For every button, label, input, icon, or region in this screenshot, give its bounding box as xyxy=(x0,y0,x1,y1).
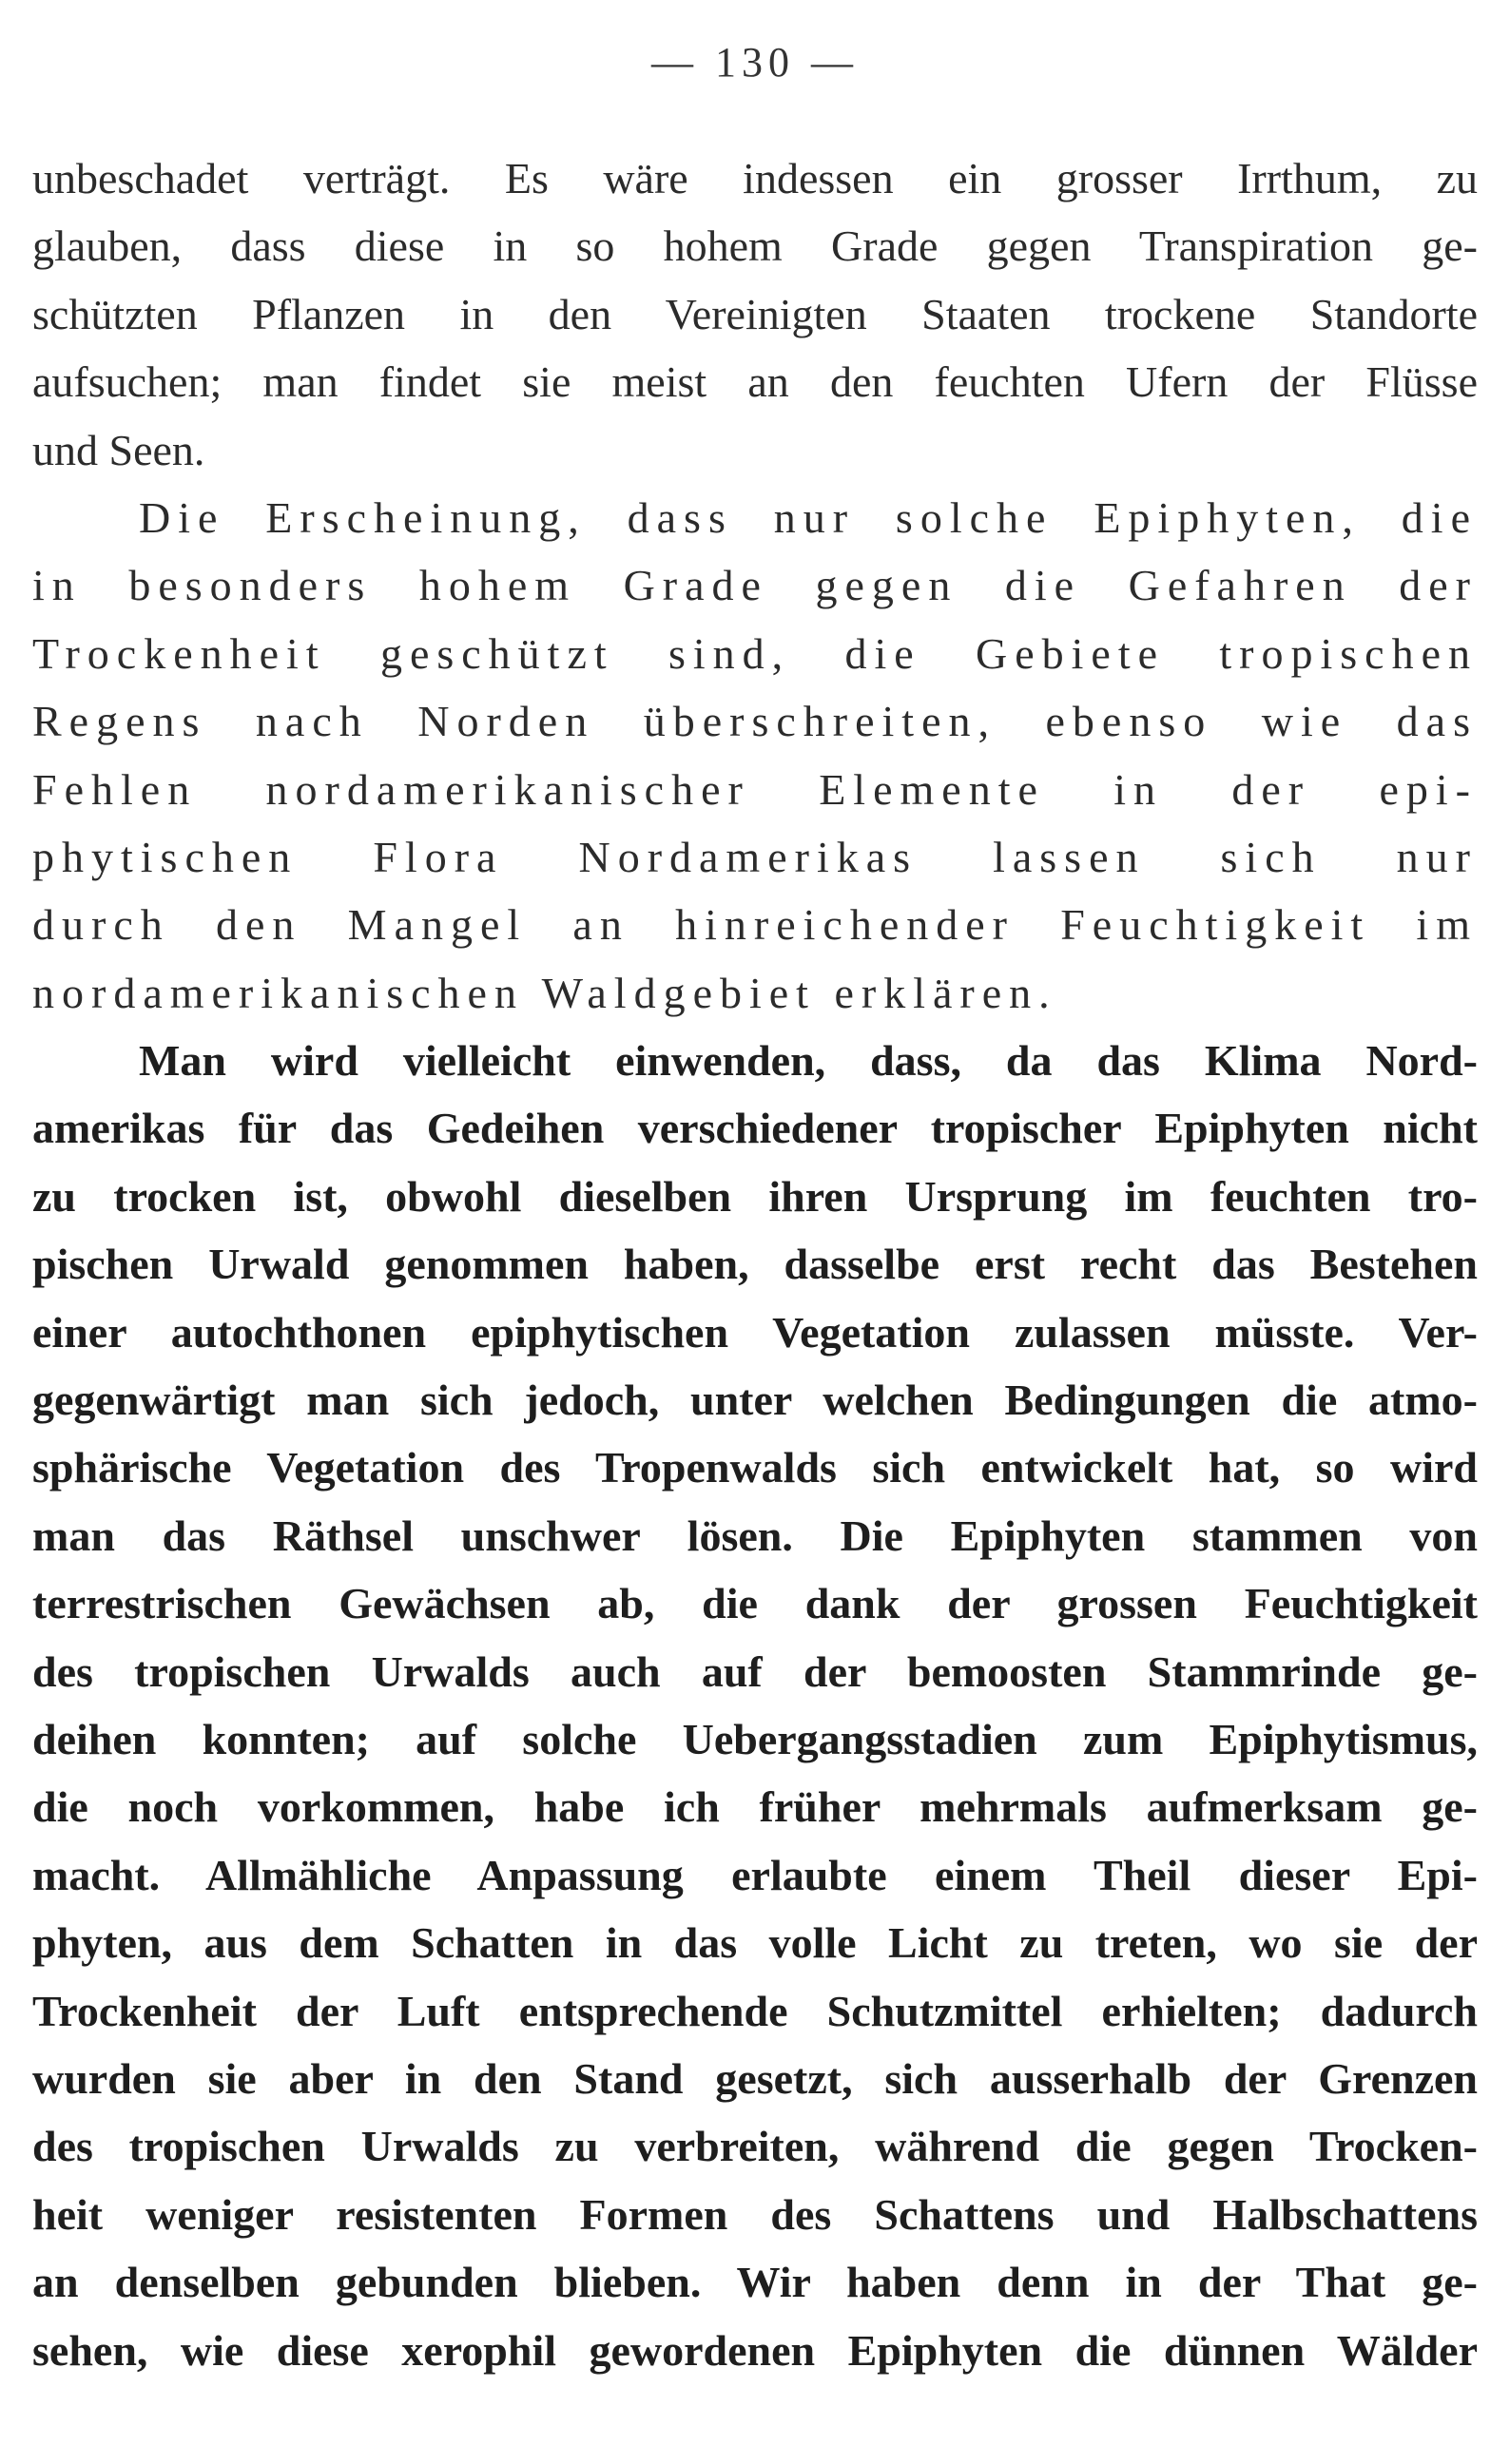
text-line: an denselben gebunden blieben. Wir haben denn in der That ge- xyxy=(32,2258,1478,2307)
paragraph-3 xyxy=(32,1027,1478,2384)
text-line: gegenwärtigt man sich jedoch, unter welchen Bedingungen die atmo- xyxy=(32,1376,1478,1425)
page-body xyxy=(32,144,1478,2384)
text-line: Trockenheit geschützt sind, die Gebiete tropischen xyxy=(32,628,1478,678)
text-line: schützten Pflanzen in den Vereinigten Staaten trockene Standorte xyxy=(32,289,1478,338)
text-line: aufsuchen; man findet sie meist an den feuchten Ufern der Flüsse xyxy=(32,357,1478,407)
text-line: zu trocken ist, obwohl dieselben ihren Ursprung im feuchten tro- xyxy=(32,1171,1478,1221)
text-line: einer autochthonen epiphytischen Vegetation zulassen müsste. Ver- xyxy=(32,1307,1478,1357)
text-line: und Seen. xyxy=(32,425,205,474)
text-line: Regens nach Norden überschreiten, ebenso wie das xyxy=(32,697,1478,746)
text-line: macht. Allmähliche Anpassung erlaubte einem Theil dieser Epi- xyxy=(32,1850,1478,1899)
text-line: unbeschadet verträgt. Es wäre indessen ein grosser Irrthum, zu xyxy=(32,154,1478,202)
text-line: Fehlen nordamerikanischer Elemente in der epi- xyxy=(32,764,1478,814)
text-line: heit weniger resistenten Formen des Schattens und Halbschattens xyxy=(32,2189,1478,2239)
text-line: glauben, dass diese in so hohem Grade gegen Transpiration ge- xyxy=(32,221,1478,271)
paragraph-1 xyxy=(32,144,1478,484)
text-line: wurden sie aber in den Stand gesetzt, sich ausserhalb der Grenzen xyxy=(32,2053,1478,2103)
text-line: des tropischen Urwalds auch auf der bemoosten Stammrinde ge- xyxy=(32,1646,1478,1696)
text-line: nordamerikanischen Waldgebiet erklären. xyxy=(32,968,1057,1017)
text-line: amerikas für das Gedeihen verschiedener tropischer Epiphyten nicht xyxy=(32,1104,1478,1153)
text-line: deihen konnten; auf solche Uebergangsstadien zum Epiphytismus, xyxy=(32,1714,1478,1763)
text-line: sphärische Vegetation des Tropenwalds sich entwickelt hat, so wird xyxy=(32,1443,1478,1492)
text-line: phyten, aus dem Schatten in das volle Licht zu treten, wo sie der xyxy=(32,1918,1478,1968)
text-line: terrestrischen Gewächsen ab, die dank der grossen Feuchtigkeit xyxy=(32,1579,1478,1628)
text-line: man das Räthsel unschwer lösen. Die Epiphyten stammen von xyxy=(32,1511,1478,1560)
text-line: pischen Urwald genommen haben, dasselbe erst recht das Bestehen xyxy=(32,1240,1478,1289)
text-line: Die Erscheinung, dass nur solche Epiphyten, die xyxy=(139,492,1478,542)
text-line: Trockenheit der Luft entsprechende Schutzmittel erhielten; dadurch xyxy=(32,1986,1478,2035)
text-line: durch den Mangel an hinreichender Feuchtigkeit im xyxy=(32,900,1478,950)
text-line: in besonders hohem Grade gegen die Gefahren der xyxy=(32,561,1478,610)
text-line: die noch vorkommen, habe ich früher mehrmals aufmerksam ge- xyxy=(32,1782,1478,1832)
paragraph-2-spaced xyxy=(32,484,1478,1027)
text-line: Man wird vielleicht einwenden, dass, da das Klima Nord- xyxy=(139,1036,1478,1086)
page-number: — 130 — xyxy=(651,39,859,86)
text-line: des tropischen Urwalds zu verbreiten, während die gegen Trocken- xyxy=(32,2122,1478,2171)
text-line: phytischen Flora Nordamerikas lassen sich nur xyxy=(32,832,1478,881)
text-line: sehen, wie diese xerophil gewordenen Epiphyten die dünnen Wälder xyxy=(32,2325,1478,2375)
